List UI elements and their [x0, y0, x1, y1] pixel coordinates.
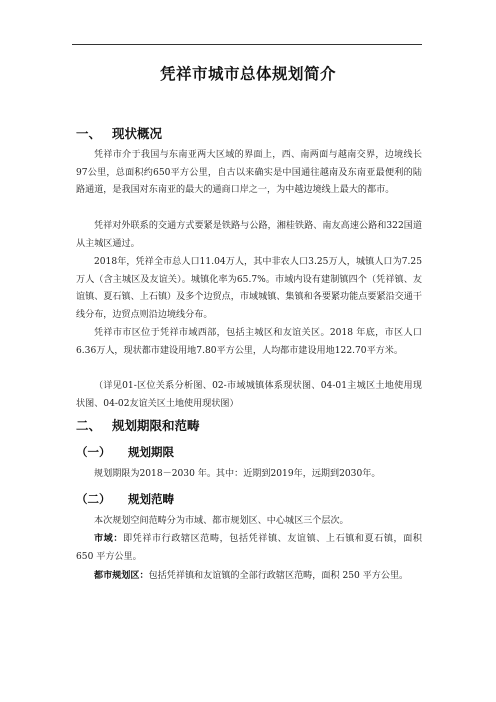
paragraph-overview-transport: 凭祥对外联系的交通方式要紧是铁路与公路，湘桂铁路、南友高速公路和322国道从主城区通过。	[76, 221, 422, 249]
term-label: 都市规划区：	[94, 571, 149, 581]
paragraph-map-references: （详见01-区位关系分析图、02-市域城镇体系现状图、04-01主城区土地使用现状图、04-02友谊关区土地使用现状图）	[76, 381, 422, 409]
paragraph-scope-city	[76, 531, 422, 566]
subsection-title: 规划期限	[128, 445, 174, 459]
header-rule	[72, 44, 422, 45]
subsection-number: （一）	[76, 445, 111, 459]
section-heading-2	[76, 416, 200, 434]
subsection-heading-2	[76, 491, 174, 507]
section-title: 规划期限和范畴	[112, 418, 200, 433]
section-number: 一、	[76, 126, 102, 141]
paragraph-plan-period: 规划期限为2018－2030 年。其中：近期到2019年，远期到2030年。	[94, 469, 381, 479]
subsection-heading-1	[76, 444, 174, 460]
term-label: 市域：	[94, 534, 123, 544]
paragraph-overview-location: 凭祥市介于我国与东南亚两大区域的界面上，西、南两面与越南交界，边境线长97公里，总面积约650平方公里，自古以来确实是中国通往越南及东南亚最便利的陆路通道，是我国对东南亚的最大的通商口岸之一，为中越边境线上最大的都市。	[76, 150, 422, 196]
section-title: 现状概况	[112, 126, 163, 141]
section-number: 二、	[76, 418, 102, 433]
subsection-title: 规划范畴	[128, 492, 174, 506]
page-title: 凭祥市城市总体规划简介	[159, 65, 336, 83]
term-definition: 即凭祥市行政辖区范畴，包括凭祥镇、友谊镇、上石镇和夏石镇，面积 650 平方公里。	[76, 534, 422, 562]
term-definition: 包括凭祥镇和友谊镇的全部行政辖区范畴，面积 250 平方公里。	[148, 571, 409, 581]
paragraph-overview-urban-area: 凭祥市市区位于凭祥市域西部，包括主城区和友谊关区。2018 年底，市区人口6.36万人，现状都市建设用地7.80平方公里，人均都市建设用地122.70平方米。	[76, 328, 422, 356]
paragraph-overview-population: 2018年，凭祥全市总人口11.04万人，其中非农人口3.25万人，城镇人口为7.25万人（含主城区及友谊关）。城镇化率为65.7%。市域内设有建制镇四个（凭祥镇、友谊镇、夏石镇、上石镇）及多个边贸点，市域城镇、集镇和各要紧功能点要紧沿交通干线分布，边贸点则沿边境线分布。	[76, 257, 422, 320]
section-heading-1	[76, 124, 162, 142]
subsection-number: （二）	[76, 492, 111, 506]
paragraph-scope-planning-area	[76, 568, 422, 586]
paragraph-plan-scope: 本次规划空间范畴分为市域、都市规划区、中心城区三个层次。	[94, 516, 349, 526]
